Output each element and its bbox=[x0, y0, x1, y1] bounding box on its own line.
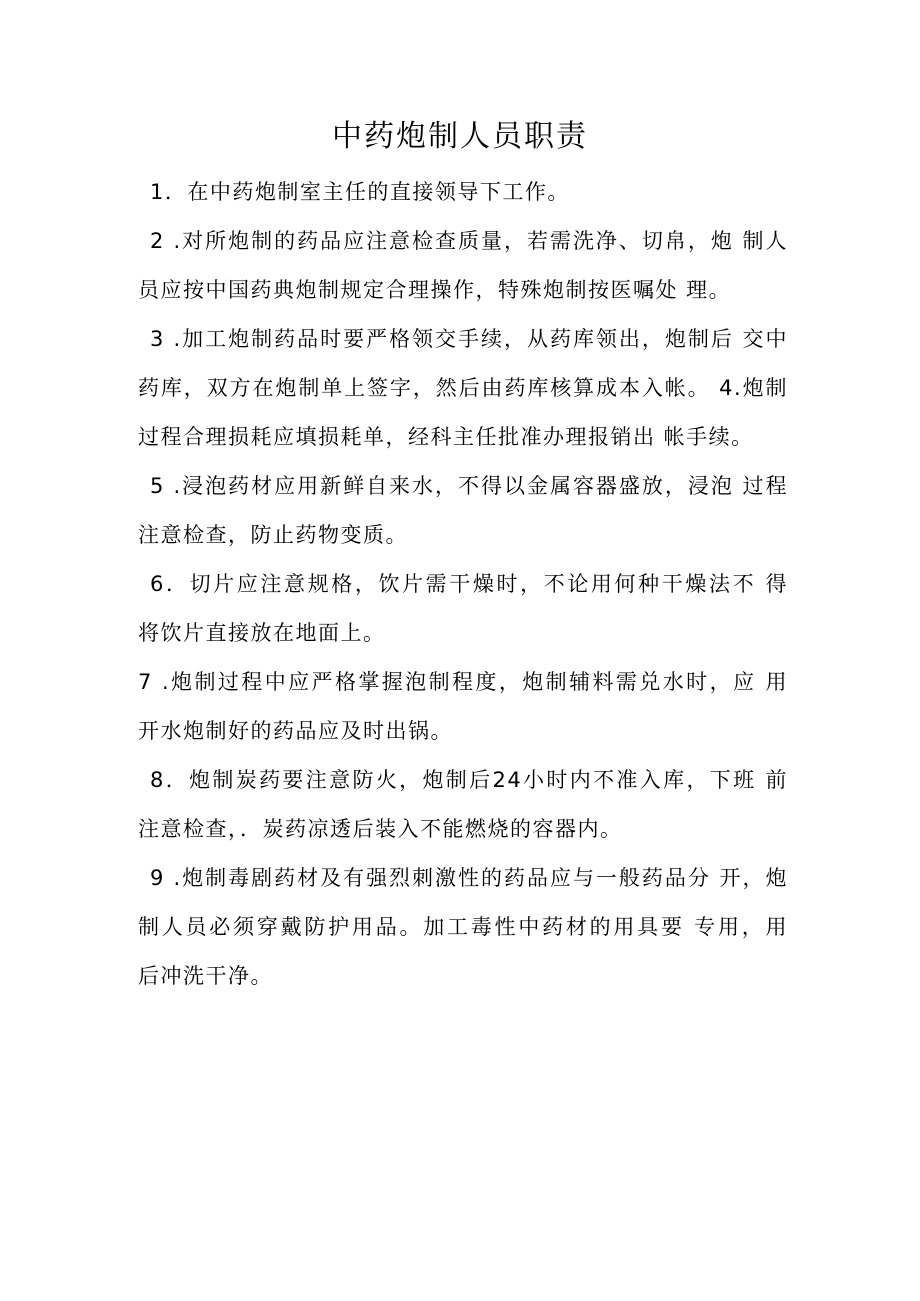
paragraph-6-line-2: 将饮片直接放在地面上。 bbox=[138, 621, 386, 645]
paragraph-7-line-2: 开水炮制好的药品应及时出锅。 bbox=[138, 719, 453, 743]
document-body bbox=[138, 168, 788, 1001]
paragraph-3-line-3: 过程合理损耗应填损耗单，经科主任批准办理报销出 帐手续。 bbox=[138, 425, 754, 449]
paragraph-3-line-2: 药库，双方在炮制单上签字，然后由药库核算成本入帐。 4.炮制 bbox=[138, 376, 788, 400]
paragraph-8-line-1: 8．炮制炭药要注意防火，炮制后24小时内不准入库，下班 前 bbox=[150, 768, 788, 792]
paragraph-9-line-2: 制人员必须穿戴防护用品。加工毒性中药材的用具要 专用，用 bbox=[138, 915, 788, 939]
paragraph-6-line-1: 6．切片应注意规格，饮片需干燥时，不论用何种干燥法不 得 bbox=[150, 572, 788, 596]
paragraph-5-line-1: 5 .浸泡药材应用新鲜自来水，不得以金属容器盛放，浸泡 过程 bbox=[150, 474, 788, 498]
paragraph-9-line-3: 后冲洗干净。 bbox=[138, 964, 273, 988]
paragraph-5-line-2: 注意检查，防止药物变质。 bbox=[138, 523, 408, 547]
paragraph-2-line-1: 2 .对所炮制的药品应注意检查质量，若需洗净、切帛，炮 制人 bbox=[150, 229, 788, 253]
paragraph-1-line-1: 1．在中药炮制室主任的直接领导下工作。 bbox=[150, 180, 570, 204]
paragraph-9-line-1: 9 .炮制毒剧药材及有强烈刺激性的药品应与一般药品分 开，炮 bbox=[150, 866, 788, 890]
document-title: 中药炮制人员职责 bbox=[332, 119, 588, 154]
paragraph-7-line-1: 7 .炮制过程中应严格掌握泡制程度，炮制辅料需兑水时，应 用 bbox=[138, 670, 788, 694]
paragraph-3-line-1: 3 .加工炮制药品时要严格领交手续，从药库领出，炮制后 交中 bbox=[150, 327, 788, 351]
paragraph-2-line-2: 员应按中国药典炮制规定合理操作，特殊炮制按医嘱处 理。 bbox=[138, 278, 732, 302]
paragraph-8-line-2: 注意检查，．炭药凉透后装入不能燃烧的容器内。 bbox=[138, 817, 623, 841]
